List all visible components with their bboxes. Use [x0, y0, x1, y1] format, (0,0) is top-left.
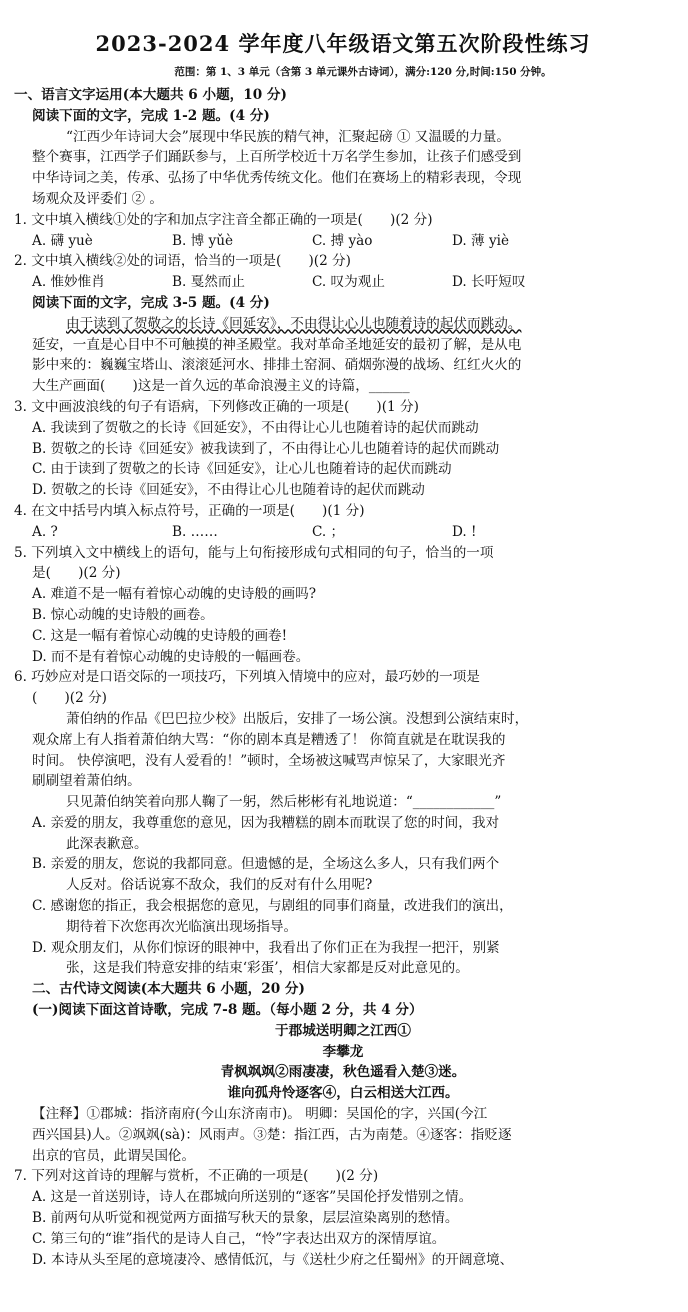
option-cont: 期待着下次您再次光临演出现场指导。	[66, 918, 298, 935]
question-5-cont: 是( )(2 分)	[32, 565, 121, 582]
option: A. 难道不是一幅有着惊心动魄的史诗般的画吗?	[32, 586, 317, 603]
passage3-line: 只见萧伯纳笑着向那人鞠了一躬，然后彬彬有礼地说道：“____________”	[66, 794, 502, 811]
question-4: 4. 在文中括号内填入标点符号，正确的一项是( )(1 分)	[14, 502, 365, 519]
option: D. !	[452, 523, 477, 540]
section1-sub1: 阅读下面的文字，完成 1-2 题。(4 分)	[32, 107, 270, 124]
question-2: 2. 文中填入横线②处的词语，恰当的一项是( )(2 分)	[14, 253, 351, 270]
option: A. 惟妙惟肖	[32, 274, 105, 291]
option: B. 前两句从听觉和视觉两方面描写秋天的景象，层层渲染离别的愁情。	[32, 1210, 459, 1227]
option: A. 礴 yuè	[32, 232, 93, 249]
option: B. 博 yǔè	[172, 232, 234, 249]
option: B. ……	[172, 523, 218, 540]
question-3: 3. 文中画波浪线的句子有语病，下列修改正确的一项是( )(1 分)	[14, 398, 419, 415]
question-6: 6. 巧妙应对是口语交际的一项技巧，下列填入情境中的应对，最巧妙的一项是	[14, 669, 480, 686]
q2-options	[14, 272, 672, 293]
poem-line: 青枫飒飒②雨凄凄，秋色遥看入楚③迷。	[220, 1064, 466, 1081]
passage3-line: 观众席上有人指着萧伯纳大骂：“你的剧本真是糟透了！ 你简直就是在耽误我的	[32, 731, 506, 748]
passage1-line: 中华诗词之美，传承、弘扬了中华优秀传统文化。他们在赛场上的精彩表现，令现	[32, 170, 522, 187]
option-cont: 此深表歉意。	[66, 835, 148, 852]
option: B. 亲爱的朋友，您说的我都同意。但遗憾的是，全场这么多人，只有我们两个	[32, 856, 500, 873]
option: C. 这是一幅有着惊心动魄的史诗般的画卷!	[32, 627, 288, 644]
option: B. 贺敬之的长诗《回延安》被我读到了，不由得让心儿也随着诗的起伏而跳动	[32, 440, 500, 457]
poem-author: 李攀龙	[322, 1043, 364, 1060]
section1-sub2: 阅读下面的文字，完成 3-5 题。(4 分)	[32, 294, 270, 311]
passage2-line: 影中来的：巍巍宝塔山、滚滚延河水、排排土窑洞、硝烟弥漫的战场、红红火火的	[32, 357, 522, 374]
passage2-line: 延安，一直是心目中不可触摸的神圣殿堂。我对革命圣地延安的最初了解，是从电	[32, 336, 522, 353]
option: D. 贺敬之的长诗《回延安》，不由得让心儿也随着诗的起伏而跳动	[32, 482, 425, 499]
poem-notes: 出京的官员，此谓吴国伦。	[32, 1147, 196, 1164]
option: C. 由于读到了贺敬之的长诗《回延安》，让心儿也随着诗的起伏而跳动	[32, 461, 452, 478]
option-cont: 张，这是我们特意安排的结束‘彩蛋’，相信大家都是反对此意见的。	[66, 960, 469, 977]
section1-heading: 一、语言文字运用(本大题共 6 小题，10 分)	[14, 87, 287, 103]
question-7: 7. 下列对这首诗的理解与赏析，不正确的一项是( )(2 分)	[14, 1168, 379, 1185]
passage3-line: 萧伯纳的作品《巴巴拉少校》出版后，安排了一场公演。没想到公演结束时，	[66, 710, 529, 727]
option: C. 感谢您的指正，我会根据您的意见，与剧组的同事们商量，改进我们的演出，	[32, 898, 513, 915]
page-title: 2023-2024 学年度八年级语文第五次阶段性练习	[95, 31, 591, 56]
option: B. 戛然而止	[172, 274, 246, 291]
option: D. 本诗从头至尾的意境凄冷、感情低沉，与《送杜少府之任蜀州》的开阔意境、	[32, 1251, 514, 1268]
passage1-line: “江西少年诗词大会”展现中华民族的精气神，汇聚起磅 ① 又温暖的力量。	[66, 128, 510, 145]
option: B. 惊心动魄的史诗般的画卷。	[32, 606, 214, 623]
passage3-line: 刷刷望着萧伯纳。	[32, 773, 141, 790]
passage2-line: 由于读到了贺敬之的长诗《回延安》，不由得让心儿也随着诗的起伏而跳动。	[66, 315, 522, 332]
section2-sub1: (一)阅读下面这首诗歌，完成 7-8 题。（每小题 2 分，共 4 分）	[32, 1002, 423, 1019]
option: A. 这是一首送别诗，诗人在郡城向所送别的“逐客”吴国伦抒发惜别之情。	[32, 1189, 473, 1206]
question-5: 5. 下列填入文中横线上的语句，能与上句衔接形成句式相同的句子，恰当的一项	[14, 544, 494, 561]
q1-options	[14, 231, 672, 252]
poem-line: 谁向孤舟怜逐客④，白云相送大江西。	[227, 1085, 459, 1102]
passage3-line: 时间。 快停演吧，没有人爱看的！”顿时，全场被这喊骂声惊呆了，大家眼光齐	[32, 752, 506, 769]
option-cont: 人反对。俗话说寡不敌众，我们的反对有什么用呢?	[66, 877, 373, 894]
option: C. 第三句的“谁”指代的是诗人自己，“怜”字表达出双方的深情厚谊。	[32, 1230, 446, 1247]
option: D. 长吁短叹	[452, 274, 526, 291]
question-6-cont: ( )(2 分)	[32, 690, 107, 707]
option: C. ；	[312, 523, 345, 540]
poem-title: 于郡城送明卿之江西①	[275, 1022, 411, 1039]
passage1-line: 整个赛事，江西学子们踊跃参与，上百所学校近十万名学生参加，让孩子们感受到	[32, 149, 522, 166]
section2-heading: 二、古代诗文阅读(本大题共 6 小题，20 分)	[32, 981, 305, 998]
option: D. 而不是有着惊心动魄的史诗般的一幅画卷。	[32, 648, 310, 665]
poem-notes: 【注释】①郡城：指济南府(今山东济南市)。 明卿：吴国伦的字，兴国(今江	[32, 1106, 488, 1123]
poem-notes: 西兴国县)人。②飒飒(sà)：风雨声。③楚：指江西，古为南楚。④逐客：指贬逐	[32, 1126, 512, 1143]
option: D. 薄 yiè	[452, 232, 510, 249]
option: A. ?	[32, 523, 58, 540]
option: A. 亲爱的朋友，我尊重您的意见，因为我糟糕的剧本而耽误了您的时间，我对	[32, 814, 500, 831]
option: D. 观众朋友们，从你们惊讶的眼神中，我看出了你们正在为我捏一把汗，别紧	[32, 939, 500, 956]
passage2-line: 大生产画面( )这是一首久远的革命浪漫主义的诗篇，______	[32, 378, 410, 395]
option: A. 我读到了贺敬之的长诗《回延安》，不由得让心儿也随着诗的起伏而跳动	[32, 419, 479, 436]
option: C. 叹为观止	[312, 274, 385, 291]
option: C. 搏 yào	[312, 232, 373, 249]
exam-scope: 范围：第 1、3 单元（含第 3 单元课外古诗词），满分:120 分,时间:150 分钟。	[174, 66, 552, 78]
question-1: 1. 文中填入横线①处的字和加点字注音全都正确的一项是( )(2 分)	[14, 211, 433, 228]
passage1-line: 场观众及评委们 ② 。	[32, 190, 163, 207]
q4-options	[14, 522, 672, 543]
